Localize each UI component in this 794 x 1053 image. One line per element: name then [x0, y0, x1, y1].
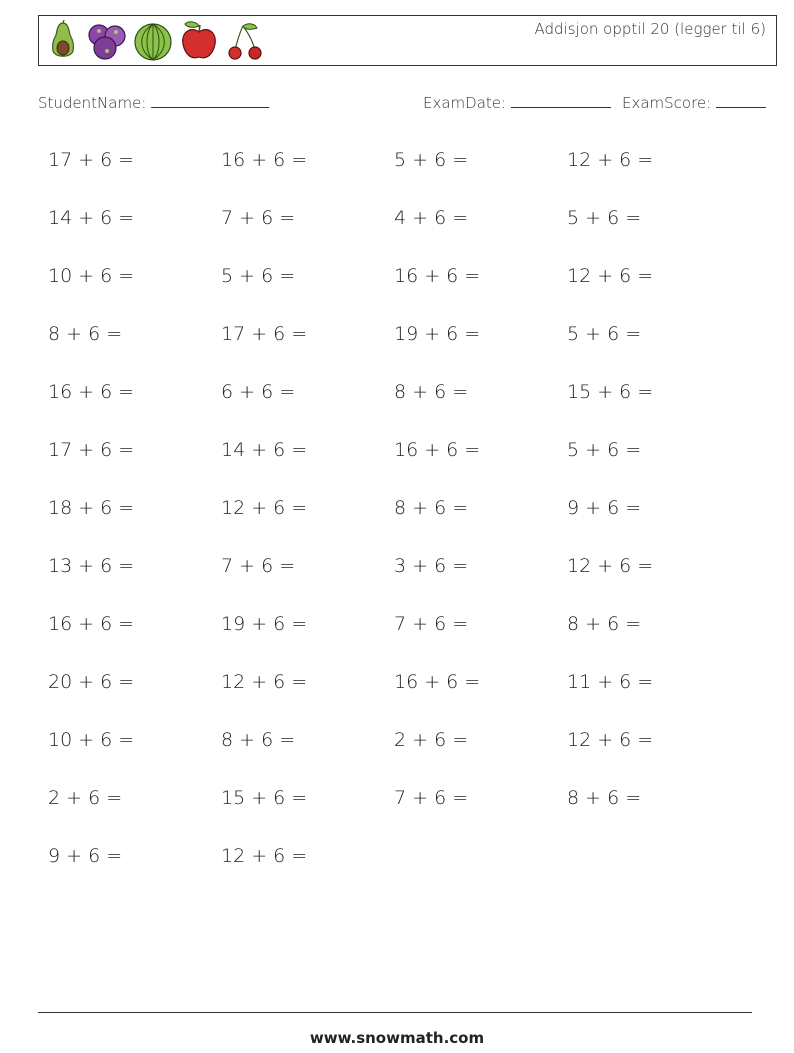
- footer-website: www.snowmath.com: [309, 1029, 485, 1047]
- problem-item: 5 + 6 =: [567, 207, 642, 229]
- problem-item: 19 + 6 =: [221, 613, 308, 635]
- exam-score-field: [622, 93, 766, 112]
- problem-item: 7 + 6 =: [394, 613, 469, 635]
- watermelon-icon: [133, 20, 173, 62]
- problem-item: 6 + 6 =: [221, 381, 296, 403]
- plums-icon: [85, 20, 129, 62]
- cherries-icon: [223, 20, 265, 62]
- student-name-field: [38, 93, 269, 112]
- problem-item: 9 + 6 =: [48, 845, 123, 867]
- worksheet-header: [38, 15, 777, 66]
- problem-item: 13 + 6 =: [48, 555, 135, 577]
- exam-score-blank[interactable]: [716, 93, 766, 108]
- problem-item: 5 + 6 =: [394, 149, 469, 171]
- problem-item: 14 + 6 =: [48, 207, 135, 229]
- problem-item: 10 + 6 =: [48, 729, 135, 751]
- worksheet-title: Addisjon opptil 20 (legger til 6): [534, 20, 766, 38]
- problem-item: 8 + 6 =: [394, 381, 469, 403]
- exam-date-blank[interactable]: [511, 93, 611, 108]
- problem-item: 5 + 6 =: [221, 265, 296, 287]
- problem-item: 5 + 6 =: [567, 439, 642, 461]
- problem-item: 14 + 6 =: [221, 439, 308, 461]
- problem-item: 15 + 6 =: [567, 381, 654, 403]
- problem-item: 11 + 6 =: [567, 671, 654, 693]
- problem-item: 12 + 6 =: [567, 555, 654, 577]
- apple-icon: [177, 20, 219, 62]
- problem-item: 16 + 6 =: [394, 671, 481, 693]
- problem-item: 12 + 6 =: [567, 729, 654, 751]
- problem-item: 7 + 6 =: [221, 555, 296, 577]
- problem-item: 12 + 6 =: [221, 671, 308, 693]
- avocado-icon: [49, 20, 77, 62]
- student-name-blank[interactable]: [151, 93, 269, 108]
- problem-item: 8 + 6 =: [394, 497, 469, 519]
- problem-item: 12 + 6 =: [221, 497, 308, 519]
- problem-item: 9 + 6 =: [567, 497, 642, 519]
- problem-item: 12 + 6 =: [221, 845, 308, 867]
- problem-item: 2 + 6 =: [394, 729, 469, 751]
- problem-item: 17 + 6 =: [48, 439, 135, 461]
- problem-item: 2 + 6 =: [48, 787, 123, 809]
- exam-date-field: [423, 93, 611, 112]
- problem-item: 17 + 6 =: [221, 323, 308, 345]
- problem-item: 7 + 6 =: [394, 787, 469, 809]
- problem-item: 16 + 6 =: [48, 381, 135, 403]
- problem-item: 8 + 6 =: [221, 729, 296, 751]
- problem-item: 5 + 6 =: [567, 323, 642, 345]
- problem-item: 16 + 6 =: [221, 149, 308, 171]
- problem-item: 17 + 6 =: [48, 149, 135, 171]
- exam-score-label: ExamScore:: [622, 94, 712, 112]
- problem-item: 7 + 6 =: [221, 207, 296, 229]
- problem-item: 16 + 6 =: [48, 613, 135, 635]
- problem-item: 12 + 6 =: [567, 265, 654, 287]
- problem-item: 8 + 6 =: [567, 613, 642, 635]
- problem-item: 16 + 6 =: [394, 439, 481, 461]
- problem-item: 4 + 6 =: [394, 207, 469, 229]
- problem-item: 12 + 6 =: [567, 149, 654, 171]
- problem-item: 10 + 6 =: [48, 265, 135, 287]
- problem-item: 15 + 6 =: [221, 787, 308, 809]
- student-name-label: StudentName:: [38, 94, 147, 112]
- problem-item: 20 + 6 =: [48, 671, 135, 693]
- problem-item: 16 + 6 =: [394, 265, 481, 287]
- problem-item: 19 + 6 =: [394, 323, 481, 345]
- problem-item: 8 + 6 =: [48, 323, 123, 345]
- footer-divider: [38, 1012, 752, 1013]
- problem-item: 18 + 6 =: [48, 497, 135, 519]
- problem-item: 3 + 6 =: [394, 555, 469, 577]
- exam-date-label: ExamDate:: [423, 94, 507, 112]
- problem-item: 8 + 6 =: [567, 787, 642, 809]
